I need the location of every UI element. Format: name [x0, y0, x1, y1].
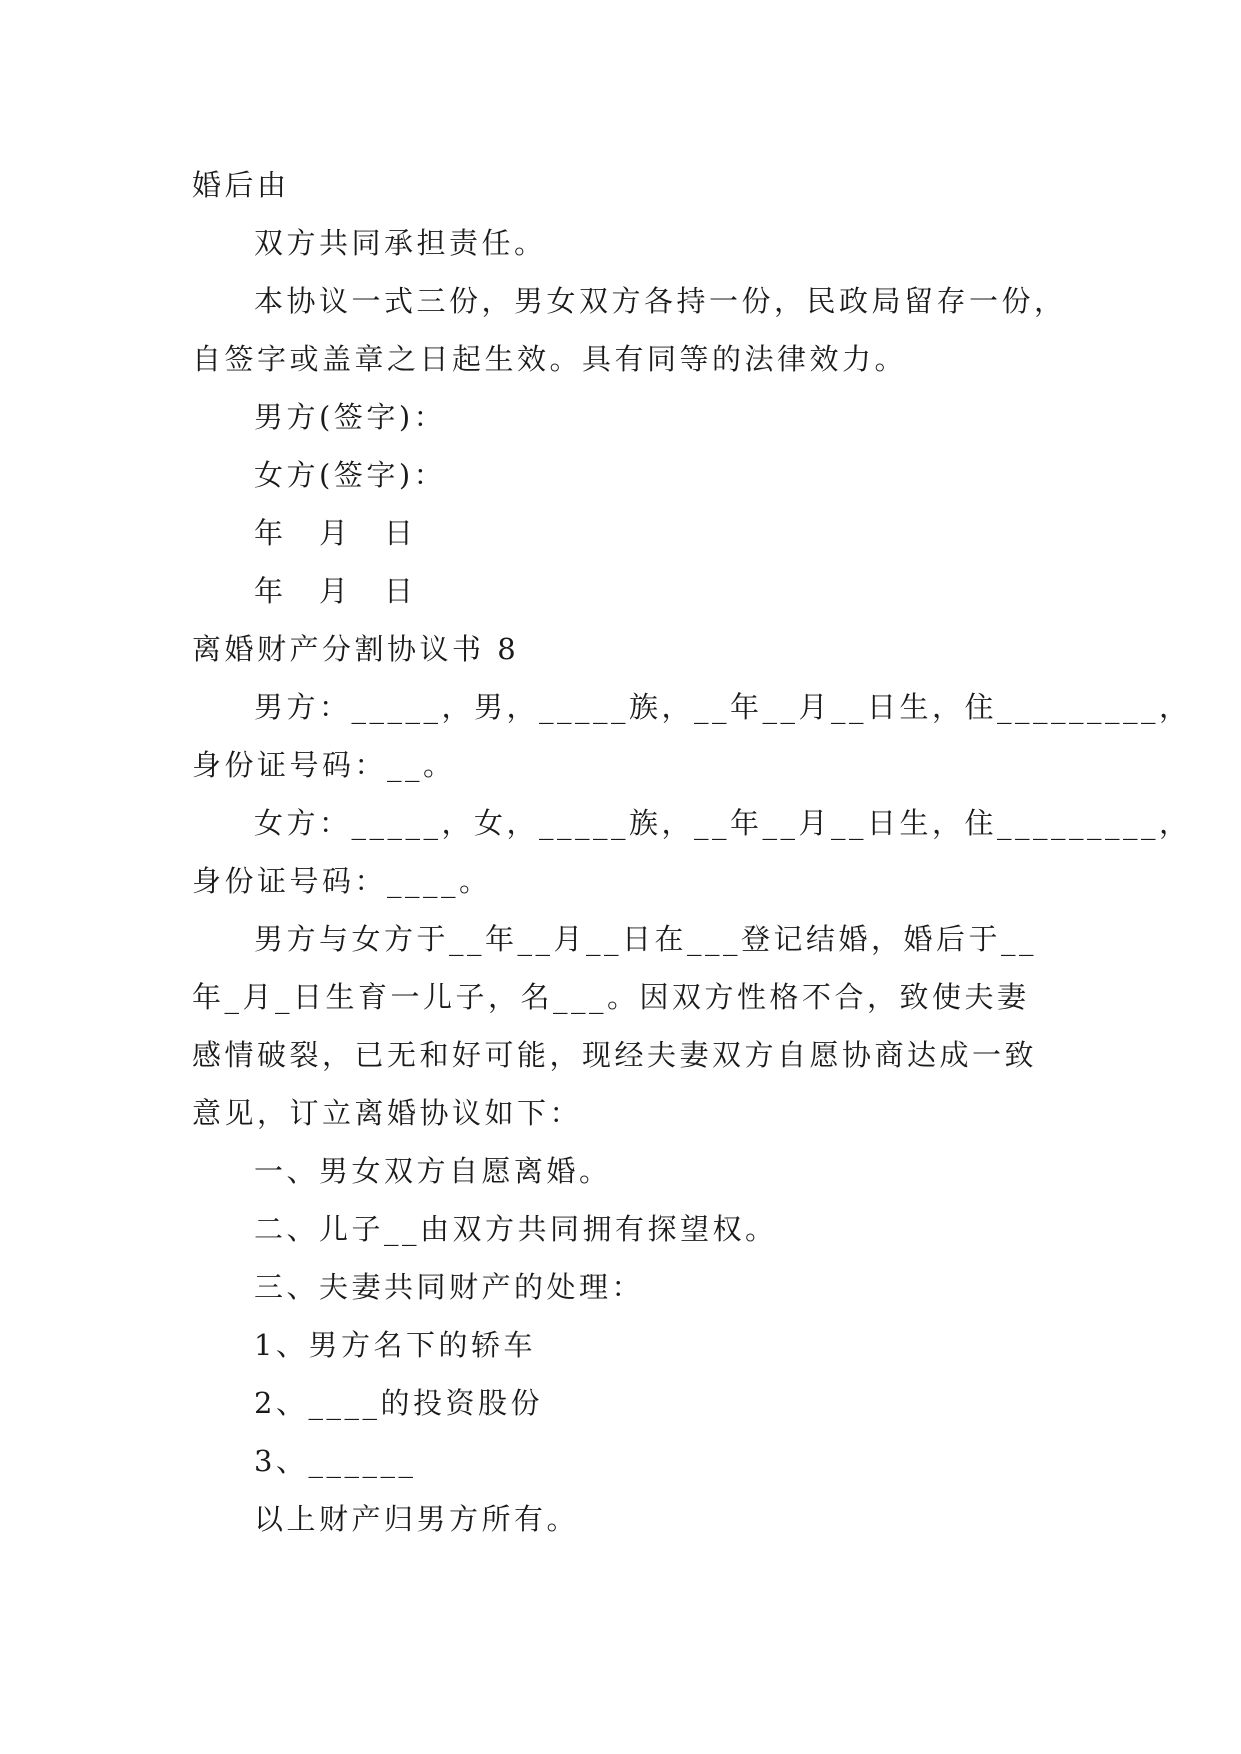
- text-line: 女方(签字)：: [254, 458, 447, 492]
- text-line: 女方：_____，女，_____族，__年__月__日生，住_________，: [254, 806, 1192, 840]
- text-line: 双方共同承担责任。: [254, 226, 547, 260]
- text-line: 三、夫妻共同财产的处理：: [254, 1270, 645, 1304]
- section-title: 离婚财产分割协议书 8: [192, 632, 520, 666]
- text-line: 2、____的投资股份: [254, 1386, 543, 1420]
- text-line: 意见，订立离婚协议如下：: [192, 1096, 583, 1130]
- text-line: 身份证号码：____。: [192, 864, 492, 898]
- text-line: 3、______: [254, 1444, 417, 1478]
- text-line: 一、男女双方自愿离婚。: [254, 1154, 612, 1188]
- text-line: 身份证号码：__。: [192, 748, 456, 782]
- text-line: 婚后由: [192, 168, 290, 202]
- text-line: 本协议一式三份，男女双方各持一份，民政局留存一份，: [254, 284, 1067, 318]
- text-line: 男方：_____，男，_____族，__年__月__日生，住_________，: [254, 690, 1192, 724]
- text-line: 以上财产归男方所有。: [254, 1502, 580, 1536]
- text-line: 二、儿子__由双方共同拥有探望权。: [254, 1212, 778, 1246]
- text-line: 年_月_日生育一儿子，名___。因双方性格不合，致使夫妻: [192, 980, 1030, 1014]
- text-line: 男方与女方于__年__月__日在___登记结婚，婚后于__: [254, 922, 1038, 956]
- text-line: 年 月 日: [254, 574, 417, 608]
- text-line: 1、男方名下的轿车: [254, 1328, 536, 1362]
- text-line: 感情破裂，已无和好可能，现经夫妻双方自愿协商达成一致: [192, 1038, 1038, 1072]
- text-line: 自签字或盖章之日起生效。具有同等的法律效力。: [192, 342, 908, 376]
- text-line: 年 月 日: [254, 516, 417, 550]
- text-line: 男方(签字)：: [254, 400, 447, 434]
